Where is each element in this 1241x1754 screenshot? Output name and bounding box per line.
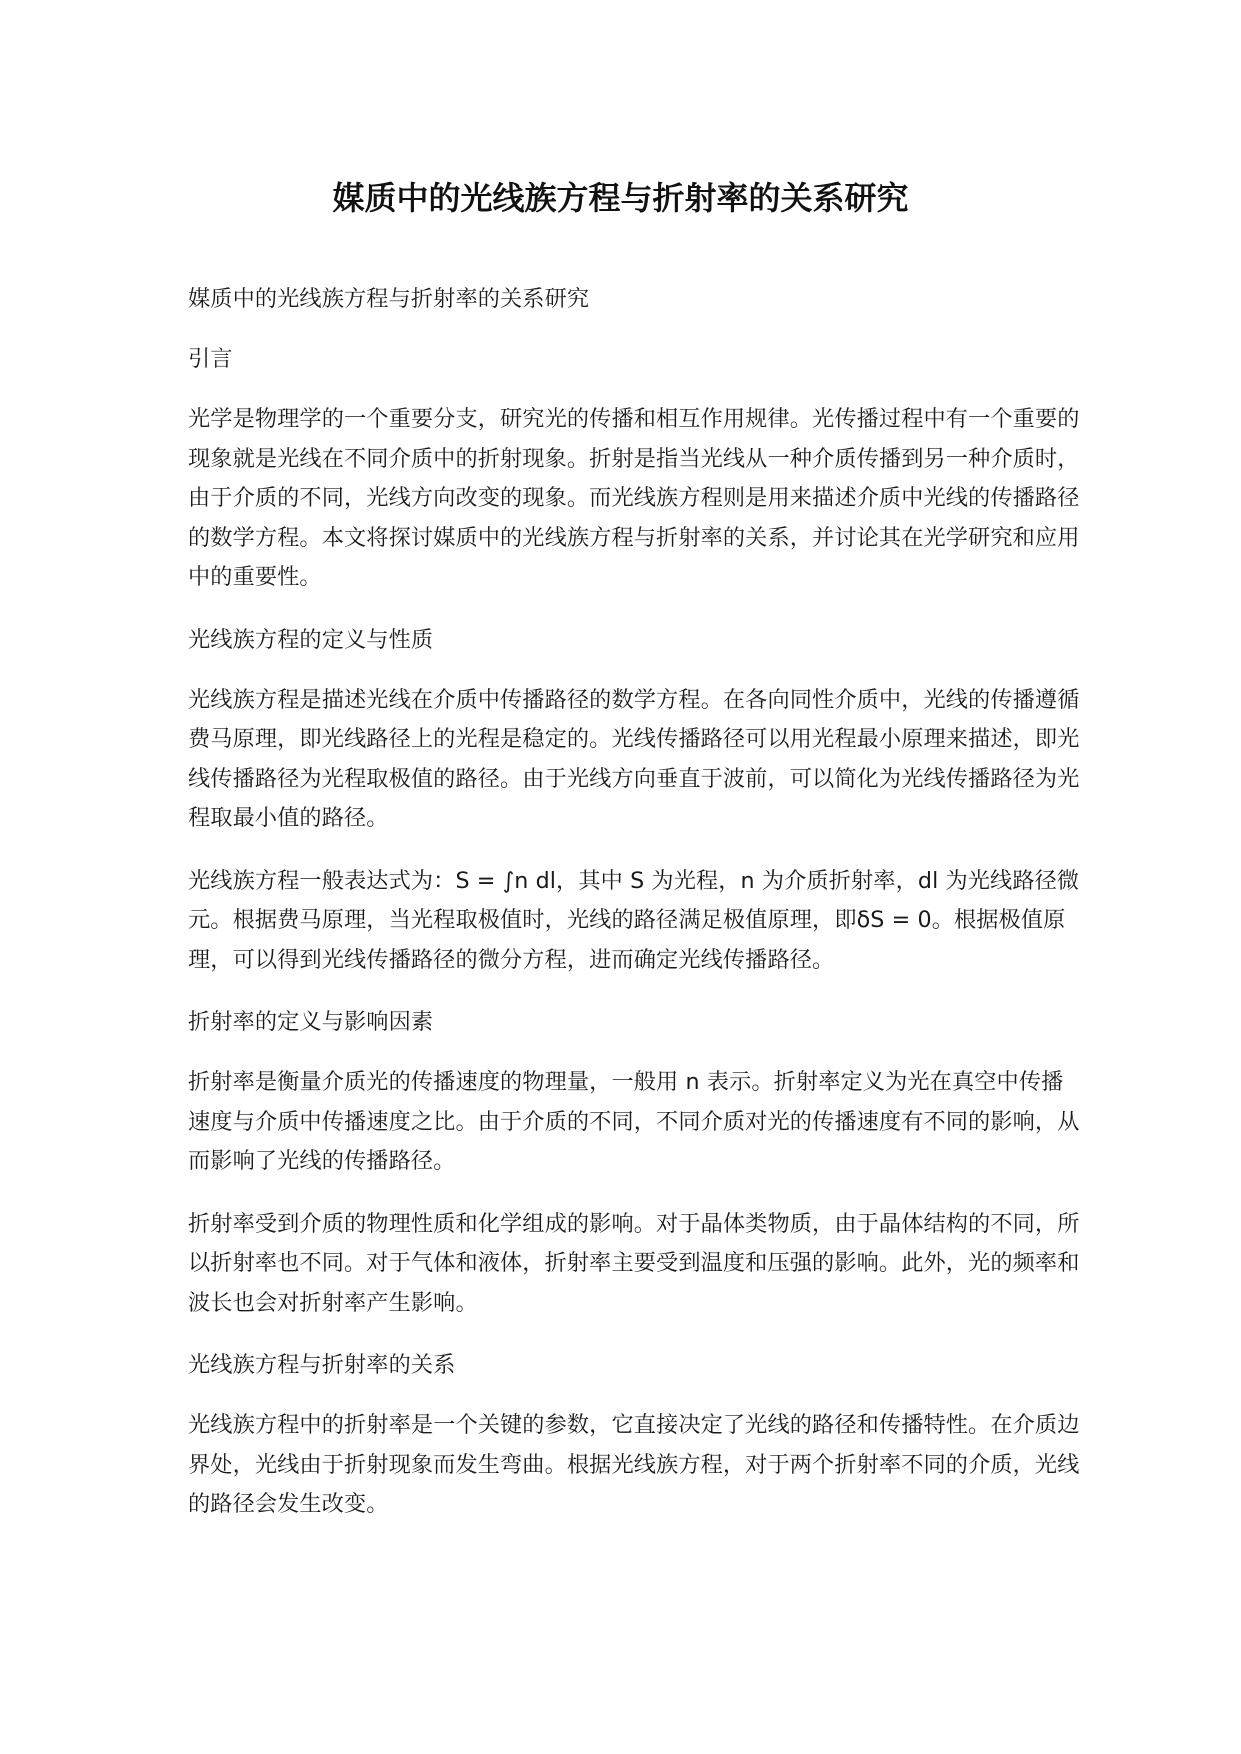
document-body	[188, 280, 1083, 1548]
section-heading-ray-equation: 光线族方程的定义与性质	[188, 626, 434, 653]
paragraph-introduction: 光学是物理学的一个重要分支，研究光的传播和相互作用规律。光传播过程中有一个重要的现象就是光线在不同介质中的折射现象。折射是指当光线从一种介质传播到另一种介质时，由于介质的不同，光线方向改变的现象。而光线族方程则是用来描述介质中光线的传播路径的数学方程。本文将探讨媒质中的光线族方程与折射率的关系，并讨论其在光学研究和应用中的重要性。	[188, 406, 1080, 590]
document-title: 媒质中的光线族方程与折射率的关系研究	[332, 179, 909, 217]
paragraph-relationship: 光线族方程中的折射率是一个关键的参数，它直接决定了光线的路径和传播特性。在介质边界处，光线由于折射现象而发生弯曲。根据光线族方程，对于两个折射率不同的介质，光线的路径会发生改变。	[188, 1412, 1080, 1517]
section-heading-introduction: 引言	[188, 346, 233, 372]
paragraph-ray-equation-expression: 光线族方程一般表达式为：S = ∫n dl，其中 S 为光程，n 为介质折射率，dl 为光线路径微元。根据费马原理，当光程取极值时，光线的路径满足极值原理，即δS = 0。根据极值原理，可以得到光线传播路径的微分方程，进而确定光线传播路径。	[188, 867, 1080, 973]
paragraph-ray-equation-definition: 光线族方程是描述光线在介质中传播路径的数学方程。在各向同性介质中，光线的传播遵循费马原理，即光线路径上的光程是稳定的。光线传播路径可以用光程最小原理来描述，即光线传播路径为光程取极值的路径。由于光线方向垂直于波前，可以简化为光线传播路径为光程取最小值的路径。	[188, 686, 1080, 831]
paragraph-refractive-index-definition: 折射率是衡量介质光的传播速度的物理量，一般用 n 表示。折射率定义为光在真空中传播速度与介质中传播速度之比。由于介质的不同，不同介质对光的传播速度有不同的影响，从而影响了光线的传播路径。	[188, 1069, 1080, 1174]
subtitle-line: 媒质中的光线族方程与折射率的关系研究	[188, 286, 590, 312]
section-heading-refractive-index: 折射率的定义与影响因素	[188, 1009, 434, 1035]
section-heading-relationship: 光线族方程与折射率的关系	[188, 1352, 456, 1378]
paragraph-refractive-index-factors: 折射率受到介质的物理性质和化学组成的影响。对于晶体类物质，由于晶体结构的不同，所以折射率也不同。对于气体和液体，折射率主要受到温度和压强的影响。此外，光的频率和波长也会对折射率产生影响。	[188, 1210, 1080, 1316]
